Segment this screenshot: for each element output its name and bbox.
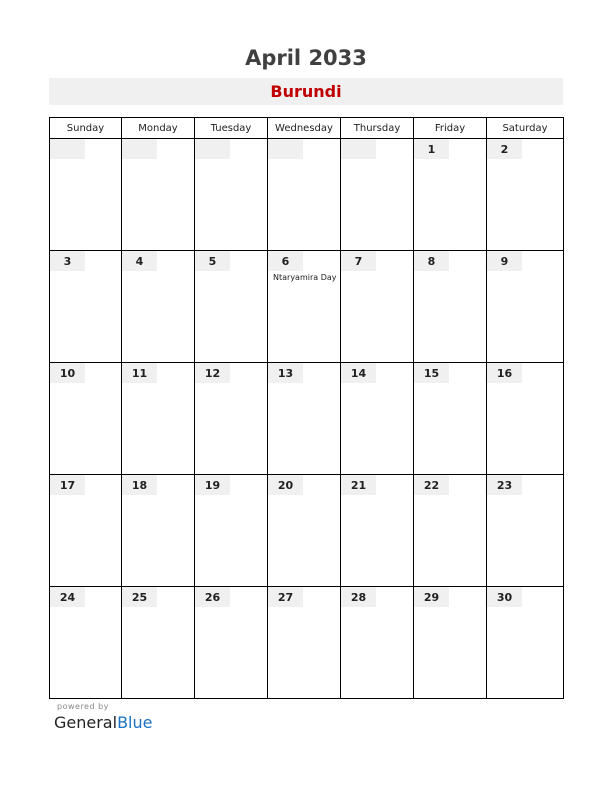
- day-number: 14: [341, 363, 376, 383]
- day-number: 15: [414, 363, 449, 383]
- brand-logo[interactable]: [54, 713, 152, 732]
- day-cell[interactable]: [50, 139, 122, 251]
- day-cell[interactable]: [341, 363, 414, 475]
- week-row: [50, 475, 564, 587]
- day-number: 7: [341, 251, 376, 271]
- day-number: 13: [268, 363, 303, 383]
- day-number: [195, 139, 230, 159]
- day-cell[interactable]: [268, 139, 341, 251]
- day-number: 24: [50, 587, 85, 607]
- day-number: 27: [268, 587, 303, 607]
- weekday-header: Sunday: [50, 118, 122, 139]
- day-number: 8: [414, 251, 449, 271]
- day-cell[interactable]: [122, 475, 195, 587]
- day-number: 11: [122, 363, 157, 383]
- weekday-header: Monday: [122, 118, 195, 139]
- day-number: 30: [487, 587, 522, 607]
- day-number: [341, 139, 376, 159]
- day-number: 10: [50, 363, 85, 383]
- holiday-label: Ntaryamira Day: [273, 273, 337, 282]
- day-cell[interactable]: [195, 363, 268, 475]
- day-cell[interactable]: [122, 139, 195, 251]
- weekday-header: Thursday: [341, 118, 414, 139]
- day-cell[interactable]: [341, 475, 414, 587]
- day-number: 2: [487, 139, 522, 159]
- day-cell[interactable]: [195, 251, 268, 363]
- day-cell[interactable]: [414, 587, 487, 699]
- weekday-header: Saturday: [487, 118, 564, 139]
- day-number: 26: [195, 587, 230, 607]
- day-cell[interactable]: [487, 587, 564, 699]
- day-cell[interactable]: [268, 587, 341, 699]
- day-cell[interactable]: [487, 363, 564, 475]
- day-number: 1: [414, 139, 449, 159]
- day-cell[interactable]: [341, 139, 414, 251]
- week-row: [50, 139, 564, 251]
- day-cell[interactable]: [268, 475, 341, 587]
- day-cell[interactable]: [487, 251, 564, 363]
- country-band: [49, 78, 563, 105]
- day-cell[interactable]: [50, 251, 122, 363]
- day-cell[interactable]: [268, 251, 341, 363]
- day-number: 20: [268, 475, 303, 495]
- day-cell[interactable]: [195, 587, 268, 699]
- day-cell[interactable]: [487, 139, 564, 251]
- month-title: April 2033: [245, 46, 367, 70]
- day-number: 18: [122, 475, 157, 495]
- brand-blue: Blue: [117, 713, 153, 732]
- day-number: 17: [50, 475, 85, 495]
- day-number: 25: [122, 587, 157, 607]
- weekday-header: Wednesday: [268, 118, 341, 139]
- day-number: [50, 139, 85, 159]
- day-number: 3: [50, 251, 85, 271]
- day-cell[interactable]: [487, 475, 564, 587]
- day-cell[interactable]: [50, 475, 122, 587]
- day-number: 12: [195, 363, 230, 383]
- day-cell[interactable]: [341, 587, 414, 699]
- calendar-grid: [49, 117, 564, 699]
- day-number: 29: [414, 587, 449, 607]
- day-cell[interactable]: [195, 139, 268, 251]
- day-cell[interactable]: [414, 251, 487, 363]
- day-number: 6: [268, 251, 303, 271]
- day-number: 16: [487, 363, 522, 383]
- week-row: [50, 587, 564, 699]
- week-row: [50, 363, 564, 475]
- day-number: [268, 139, 303, 159]
- day-cell[interactable]: [341, 251, 414, 363]
- day-cell[interactable]: [195, 475, 268, 587]
- country-name: Burundi: [270, 82, 342, 101]
- day-number: 5: [195, 251, 230, 271]
- day-cell[interactable]: [122, 251, 195, 363]
- brand-general: General: [54, 713, 118, 732]
- day-number: 4: [122, 251, 157, 271]
- day-number: [122, 139, 157, 159]
- day-cell[interactable]: [268, 363, 341, 475]
- powered-by-label: powered by: [57, 702, 109, 711]
- day-number: 23: [487, 475, 522, 495]
- day-number: 19: [195, 475, 230, 495]
- day-cell[interactable]: [50, 587, 122, 699]
- day-cell[interactable]: [122, 363, 195, 475]
- week-row: [50, 251, 564, 363]
- day-cell[interactable]: [414, 475, 487, 587]
- day-number: 28: [341, 587, 376, 607]
- weekday-header: Friday: [414, 118, 487, 139]
- day-number: 22: [414, 475, 449, 495]
- weekday-header: Tuesday: [195, 118, 268, 139]
- day-cell[interactable]: [50, 363, 122, 475]
- day-number: 21: [341, 475, 376, 495]
- day-cell[interactable]: [122, 587, 195, 699]
- day-cell[interactable]: [414, 139, 487, 251]
- day-cell[interactable]: [414, 363, 487, 475]
- day-number: 9: [487, 251, 522, 271]
